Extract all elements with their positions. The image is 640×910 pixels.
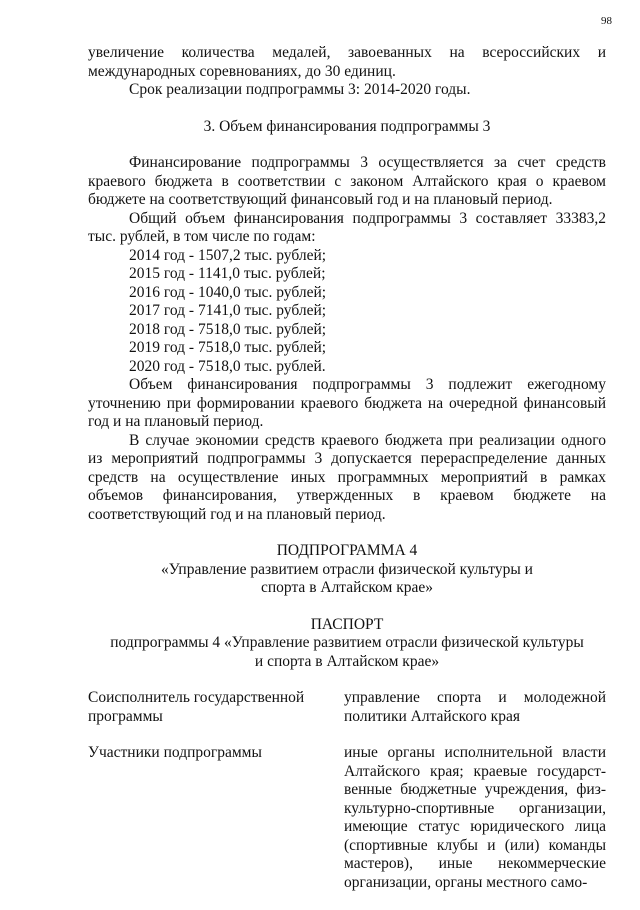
- passport-title: ПАСПОРТ: [310, 615, 384, 633]
- passport-value: управление спорта и молодежной политики Алтайского края: [344, 689, 606, 725]
- passport-subtitle-1: подпрограммы 4 «Управление развитием отрасли физической культуры: [110, 634, 584, 651]
- section3-paragraph-3: Объем финансирования подпрограммы 3 подлежит ежегодному уточнению при формировании краевого бюджета на очередной финансовый год и на плановый период.: [88, 376, 606, 430]
- paragraph-medals: увеличение количества медалей, завоеванных на всероссийских и международных соревнованиях, до 30 единиц.: [88, 44, 606, 80]
- passport-table: [88, 689, 606, 892]
- section3-paragraph-2: Общий объем финансирования подпрограммы 3 составляет 33383,2 тыс. рублей, в том числе по годам:: [88, 209, 606, 245]
- subprogram4-subtitle-2: спорта в Алтайском крае»: [261, 579, 433, 596]
- subprogram4-subtitle-1: «Управление развитием отрасли физической культуры и: [161, 560, 533, 578]
- passport-subtitle-2: и спорта в Алтайском крае»: [254, 652, 440, 670]
- document-body: [88, 44, 606, 910]
- passport-label: Участники подпрограммы: [88, 744, 262, 761]
- section3-heading: 3. Объем финансирования подпрограммы 3: [203, 117, 491, 135]
- paragraph-term: Срок реализации подпрограммы 3: 2014-2020 годы.: [129, 81, 471, 98]
- years-list: [88, 247, 606, 377]
- section3-paragraph-4: В случае экономии средств краевого бюджета при реализации одного из мероприятий подпрограммы 3 допускается перераспределение данных средств на осуществление иных программных мероприятий в рамках объемов финансирования, утвержденных в краевом бюджете на соответствующий год и на плановый период.: [88, 431, 606, 523]
- table-row: [88, 689, 606, 726]
- list-item: 2015 год - 1141,0 тыс. рублей;: [129, 265, 326, 282]
- list-item: 2016 год - 1040,0 тыс. рублей;: [129, 283, 327, 301]
- list-item: 2014 год - 1507,2 тыс. рублей;: [129, 246, 327, 264]
- list-item: 2018 год - 7518,0 тыс. рублей;: [129, 320, 327, 338]
- page-number: 98: [601, 15, 612, 27]
- section3-paragraph-1: Финансирование подпрограммы 3 осуществляется за счет средств краевого бюджета в соответствии с законом Алтайского края о краевом бюджете на соответствующий финансовый год и на плановый период.: [88, 154, 606, 208]
- subprogram4-title: ПОДПРОГРАММА 4: [276, 542, 418, 559]
- passport-value: иные органы исполнительной власти Алтайского края; краевые государст-венные бюджетные учреждения, физ-культурно-спортивные организации, имеющие статус юридического лица (спортивные клубы и (или) команды мастеров), иные некоммерческие организации, органы местного само-: [344, 744, 606, 891]
- list-item: 2020 год - 7518,0 тыс. рублей.: [129, 357, 326, 375]
- list-item: 2017 год - 7141,0 тыс. рублей;: [129, 302, 327, 319]
- table-row: [88, 744, 606, 892]
- list-item: 2019 год - 7518,0 тыс. рублей;: [129, 339, 327, 356]
- passport-label: Соисполнитель государственной программы: [88, 689, 305, 725]
